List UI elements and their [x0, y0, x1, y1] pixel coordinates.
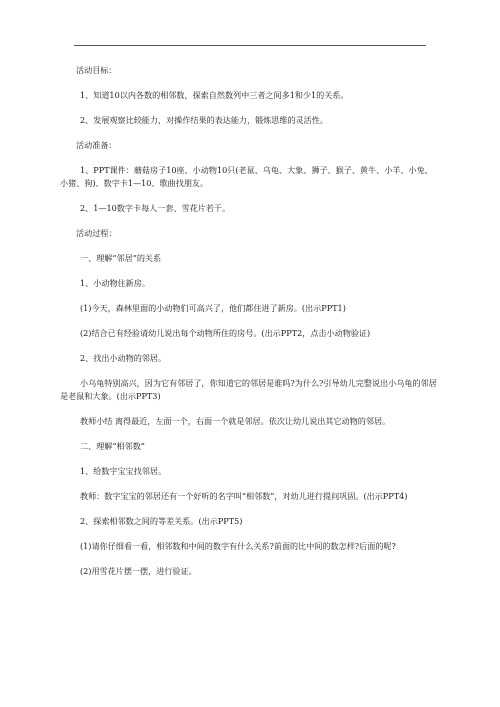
document-body — [60, 64, 438, 590]
goal-item-2: 2、发展观察比较能力，对操作结果的表达能力，锻炼思维的灵活性。 — [80, 115, 328, 125]
goal-item-1: 1、知道10以内各数的相邻数，探索自然数列中三者之间多1和少1的关系。 — [80, 90, 349, 100]
process-heading: 活动过程： — [76, 228, 117, 238]
step-2: 2、找出小动物的邻居。 — [80, 353, 167, 363]
prep-item-1: 1、PPT课件：蘑菇房子10座、小动物10只(老鼠、乌龟、大象、狮子、猴子、黄牛、小羊、小兔、小猪、狗)、数字卡1—10、歌曲找朋友。 — [60, 165, 433, 188]
header-rule — [74, 45, 426, 46]
step-3: 1、给数字宝宝找邻居。 — [80, 466, 167, 476]
prep-item-2: 2、1—10数字卡每人一套、雪花片若干。 — [80, 203, 231, 213]
step-1-b: (2)结合已有经验请幼儿说出每个动物所住的房号。(出示PPT2，点击小动物验证) — [80, 328, 371, 338]
step-4-b: (2)用雪花片摆一摆，进行验证。 — [80, 566, 197, 576]
step-3-a: 教师：数字宝宝的邻居还有一个好听的名字叫“相邻数”，对幼儿进行提问巩固。(出示PPT4) — [80, 491, 408, 501]
section-heading-2: 二、理解“相邻数” — [80, 441, 145, 451]
goals-heading: 活动目标： — [76, 65, 117, 75]
step-1: 1、小动物住新房。 — [80, 278, 150, 288]
step-2-a: 小乌龟特别高兴，因为它有邻居了，你知道它的邻居是谁吗?为什么?引导幼儿完整说出小乌龟的邻居是老鼠和大象。(出示PPT3) — [60, 378, 437, 401]
teacher-summary: 教师小结 离得最近，左面一个，右面一个就是邻居。依次让幼儿说出其它动物的邻居。 — [80, 416, 391, 426]
step-4-a: (1)请你仔细看一看，相邻数和中间的数字有什么关系?前面的比中间的数怎样?后面的呢? — [80, 541, 396, 551]
prep-heading: 活动准备： — [76, 140, 117, 150]
section-heading-1: 一、理解“邻居”的关系 — [80, 253, 162, 263]
step-1-a: (1)今天，森林里面的小动物们可高兴了，他们都住进了新房。(出示PPT1) — [80, 303, 346, 313]
step-4: 2、探索相邻数之间的等差关系。(出示PPT5) — [80, 516, 243, 526]
